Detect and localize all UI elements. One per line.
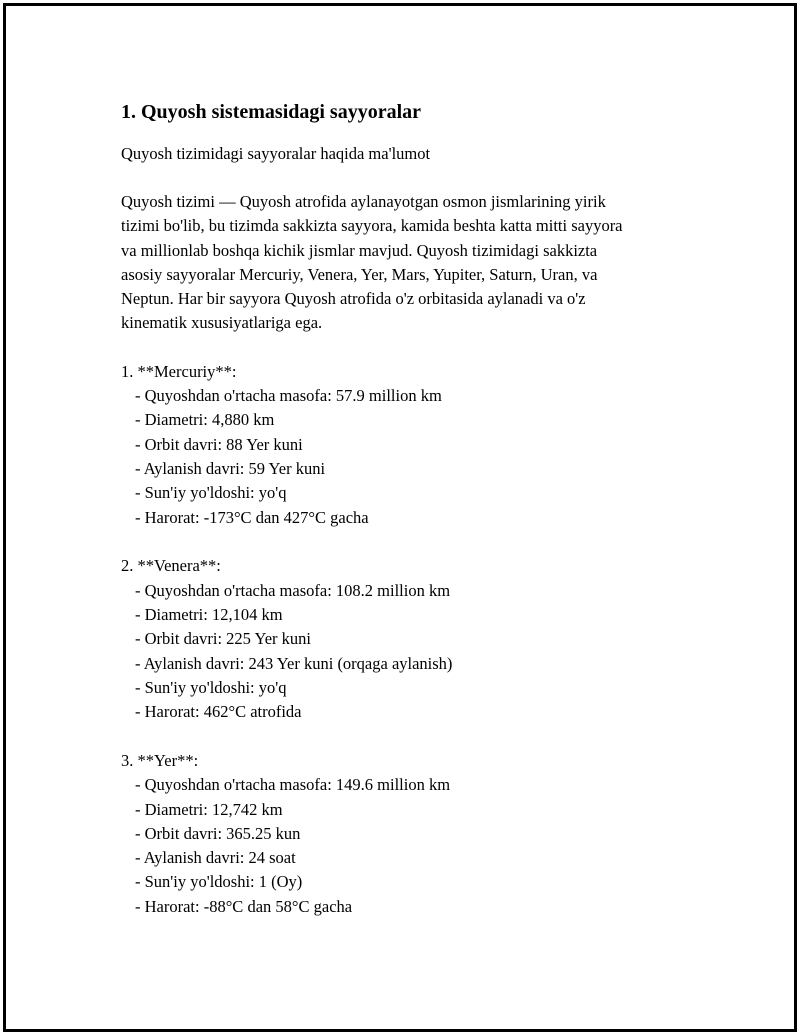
- document-content: [121, 100, 721, 944]
- planet-heading: 2. **Venera**:: [121, 556, 221, 576]
- intro-line: kinematik xususiyatlariga ega.: [121, 313, 323, 333]
- planet-fact: - Aylanish davri: 243 Yer kuni (orqaga aylanish): [135, 653, 453, 673]
- planet-fact: - Harorat: 462°C atrofida: [135, 702, 302, 722]
- intro-paragraph: [121, 190, 721, 336]
- planet-fact: - Aylanish davri: 59 Yer kuni: [135, 458, 326, 478]
- planet-fact: - Diametri: 12,742 km: [135, 799, 283, 819]
- document-subtitle: Quyosh tizimidagi sayyoralar haqida ma'lumot: [121, 144, 431, 163]
- document-page: [3, 3, 797, 1032]
- planet-fact: - Quyoshdan o'rtacha masofa: 108.2 million km: [135, 580, 451, 600]
- planet-fact: - Harorat: -88°C dan 58°C gacha: [135, 896, 353, 916]
- planet-fact: - Orbit davri: 88 Yer kuni: [135, 434, 303, 454]
- planet-fact: - Diametri: 4,880 km: [135, 410, 275, 430]
- planet-fact: - Orbit davri: 365.25 kun: [135, 823, 301, 843]
- document-title: 1. Quyosh sistemasidagi sayyoralar: [121, 101, 422, 123]
- planet-fact: - Quyoshdan o'rtacha masofa: 57.9 million km: [135, 386, 442, 406]
- planet-section-earth: [121, 749, 721, 919]
- planet-section-venus: [121, 554, 721, 724]
- planet-fact: - Harorat: -173°C dan 427°C gacha: [135, 507, 369, 527]
- intro-line: asosiy sayyoralar Mercuriy, Venera, Yer, Mars, Yupiter, Saturn, Uran, va: [121, 264, 598, 284]
- planet-fact: - Aylanish davri: 24 soat: [135, 848, 296, 868]
- planet-heading: 3. **Yer**:: [121, 750, 199, 770]
- planet-fact: - Diametri: 12,104 km: [135, 604, 283, 624]
- planet-section-mercury: [121, 360, 721, 530]
- planet-fact: - Quyoshdan o'rtacha masofa: 149.6 million km: [135, 775, 451, 795]
- planet-fact: - Sun'iy yo'ldoshi: yo'q: [135, 677, 287, 697]
- intro-line: Quyosh tizimi — Quyosh atrofida aylanayotgan osmon jismlarining yirik: [121, 192, 606, 211]
- planet-fact: - Sun'iy yo'ldoshi: yo'q: [135, 483, 287, 503]
- intro-line: Neptun. Har bir sayyora Quyosh atrofida o'z orbitasida aylanadi va o'z: [121, 289, 586, 309]
- planet-heading: 1. **Mercuriy**:: [121, 361, 237, 381]
- intro-line: tizimi bo'lib, bu tizimda sakkizta sayyora, kamida beshta katta mitti sayyora: [121, 216, 623, 236]
- intro-line: va millionlab boshqa kichik jismlar mavjud. Quyosh tizimidagi sakkizta: [121, 240, 598, 260]
- planet-fact: - Sun'iy yo'ldoshi: 1 (Oy): [135, 872, 303, 892]
- planet-fact: - Orbit davri: 225 Yer kuni: [135, 629, 311, 649]
